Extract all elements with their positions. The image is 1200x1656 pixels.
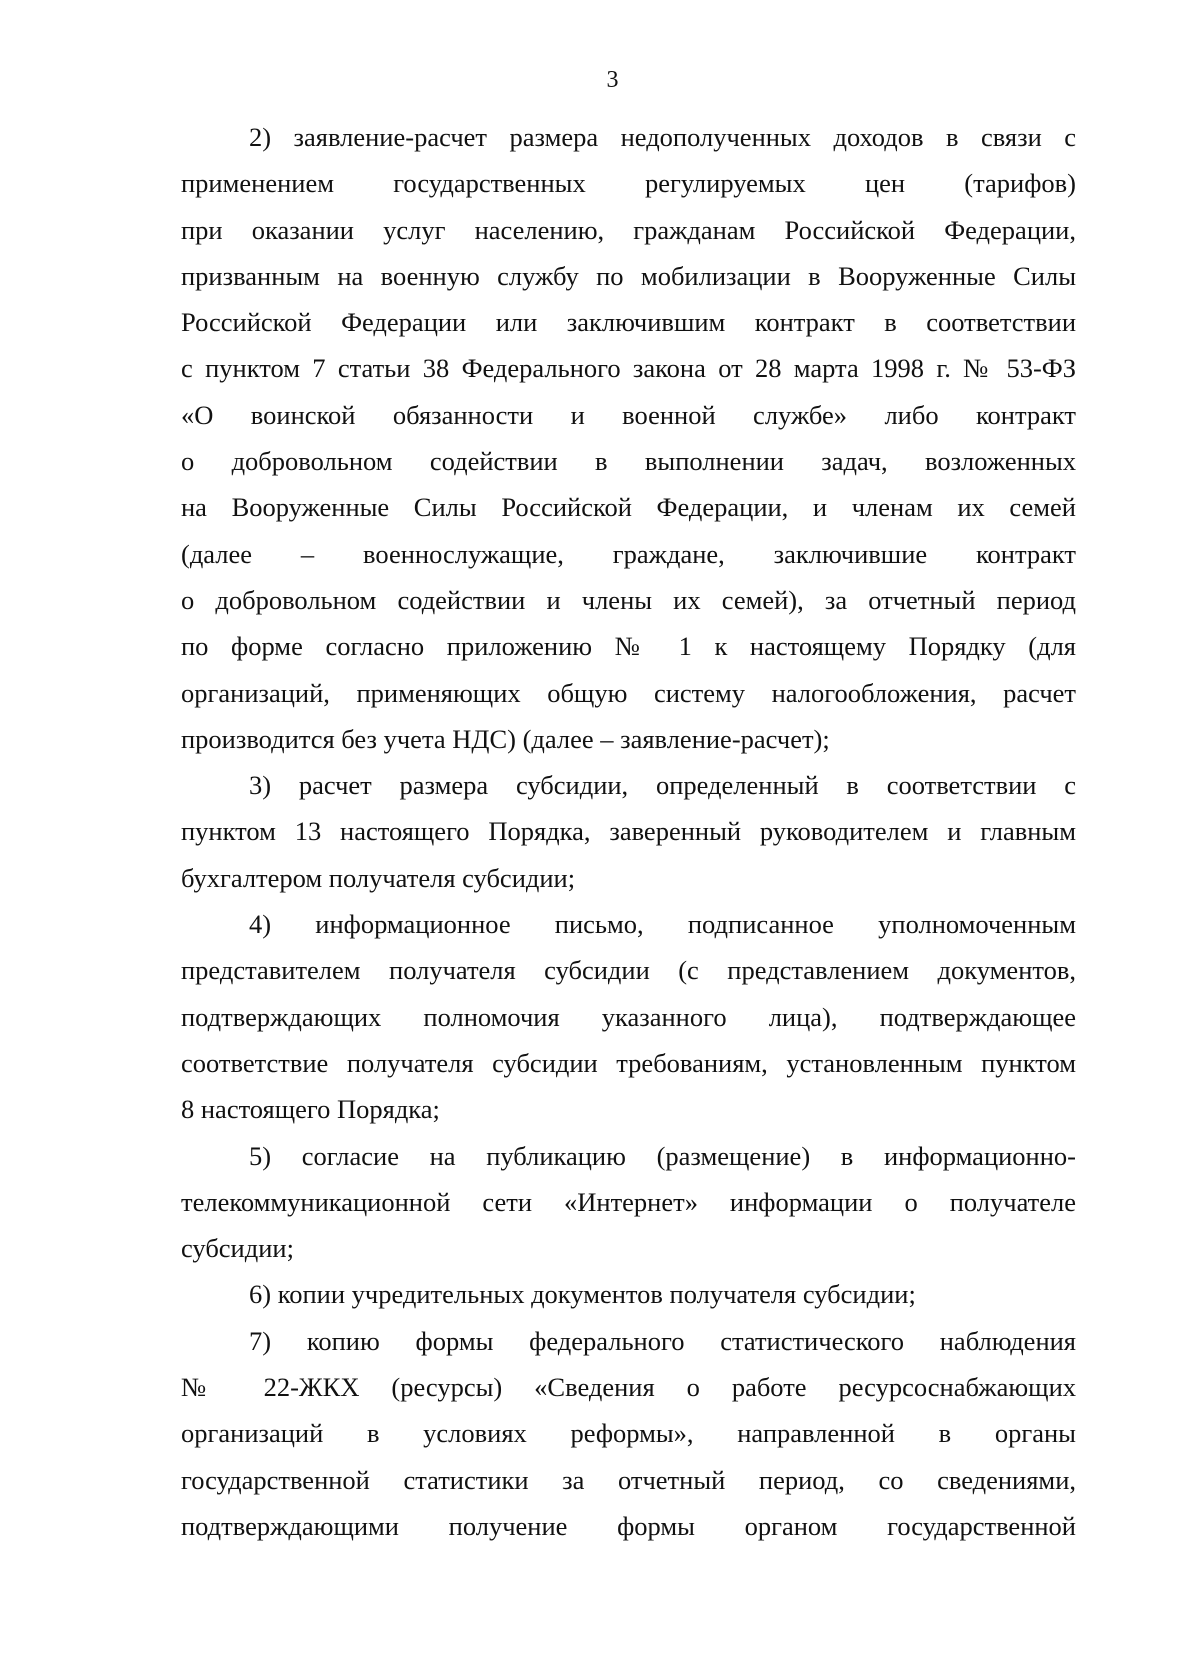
text-line: о добровольном содействии в выполнении задач, возложенных (181, 446, 1076, 477)
text-line: по форме согласно приложению № 1 к настоящему Порядку (для (181, 631, 1076, 662)
text-line: организаций, применяющих общую систему налогообложения, расчет (181, 677, 1076, 708)
text-line: № 22-ЖКХ (ресурсы) «Сведения о работе ресурсоснабжающих (181, 1372, 1076, 1403)
text-line: производится без учета НДС) (далее – заявление-расчет); (181, 723, 830, 754)
paragraph (181, 762, 1076, 901)
text-line: призванным на военную службу по мобилизации в Вооруженные Силы (181, 260, 1076, 291)
text-line: субсидии; (181, 1233, 294, 1264)
text-line: подтверждающими получение формы органом государственной (181, 1510, 1076, 1541)
text-line: 7) копию формы федерального статистического наблюдения (249, 1325, 1076, 1356)
document-body (181, 114, 1076, 1549)
text-line: при оказании услуг населению, гражданам Российской Федерации, (181, 214, 1076, 245)
text-line: 2) заявление-расчет размера недополученных доходов в связи с (249, 122, 1076, 152)
text-line: подтверждающих полномочия указанного лица), подтверждающее (181, 1001, 1076, 1032)
text-line: о добровольном содействии и члены их семей), за отчетный период (181, 584, 1076, 615)
text-line: с пунктом 7 статьи 38 Федерального закона от 28 марта 1998 г. № 53-ФЗ (181, 353, 1076, 384)
text-line: организаций в условиях реформы», направленной в органы (181, 1418, 1076, 1449)
text-line: соответствие получателя субсидии требованиям, установленным пунктом (181, 1047, 1076, 1078)
text-line: телекоммуникационной сети «Интернет» информации о получателе (181, 1186, 1076, 1217)
text-line: 3) расчет размера субсидии, определенный в соответствии с (249, 770, 1076, 801)
paragraph (181, 114, 1076, 762)
text-line: (далее – военнослужащие, граждане, заключившие контракт (181, 538, 1076, 569)
text-line: пунктом 13 настоящего Порядка, заверенный руководителем и главным (181, 816, 1076, 847)
text-line: применением государственных регулируемых цен (тарифов) (181, 168, 1076, 199)
paragraph (181, 1271, 1076, 1317)
text-line: «О воинской обязанности и военной службе» либо контракт (181, 399, 1076, 430)
text-line: Российской Федерации или заключившим контракт в соответствии (181, 307, 1076, 338)
text-line: 6) копии учредительных документов получателя субсидии; (249, 1279, 916, 1310)
page-number: 3 (606, 67, 619, 93)
text-line: на Вооруженные Силы Российской Федерации, и членам их семей (181, 492, 1076, 523)
paragraph (181, 1133, 1076, 1272)
text-line: государственной статистики за отчетный период, со сведениями, (181, 1464, 1076, 1495)
paragraph (181, 901, 1076, 1132)
text-line: 5) согласие на публикацию (размещение) в информационно- (249, 1140, 1076, 1171)
text-line: бухгалтером получателя субсидии; (181, 862, 576, 893)
text-line: 4) информационное письмо, подписанное уполномоченным (249, 909, 1076, 940)
text-line: представителем получателя субсидии (с представлением документов, (181, 955, 1076, 986)
paragraph (181, 1318, 1076, 1549)
text-line: 8 настоящего Порядка; (181, 1094, 440, 1125)
